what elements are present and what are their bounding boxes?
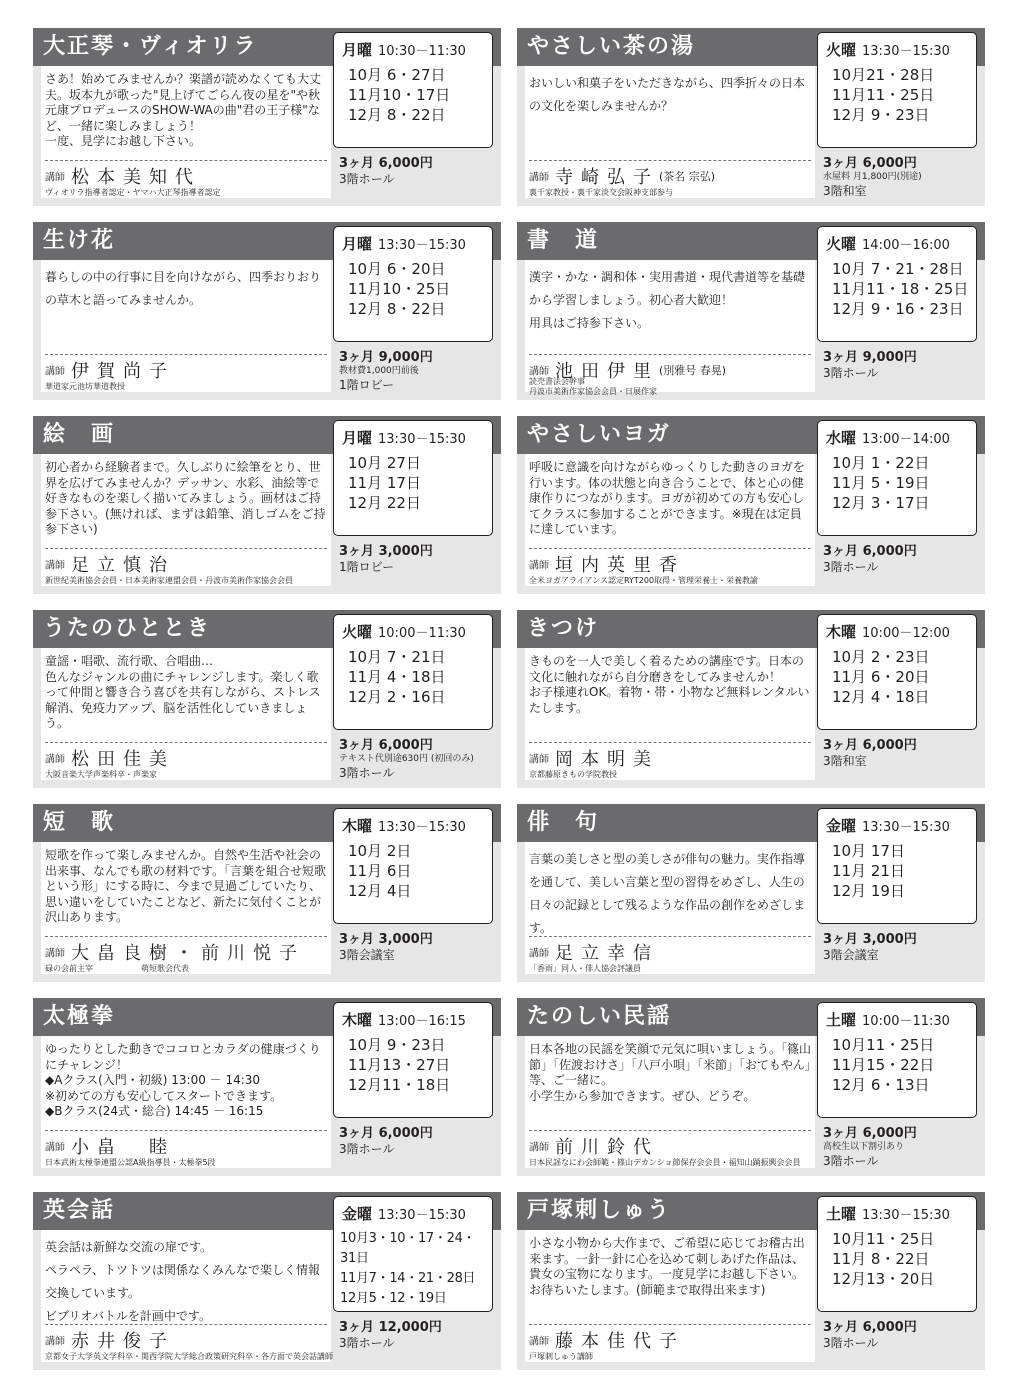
course-place: 3階会議室 bbox=[339, 948, 395, 962]
course-description: 漢字・かな・調和体・実用書道・現代書道等を基礎から学習しましょう。初心者大歓迎！ 用具はご持参下さい。 bbox=[529, 270, 806, 330]
course-title: 戸塚刺しゅう bbox=[527, 1198, 672, 1223]
course-day: 月曜 bbox=[342, 235, 373, 253]
course-place: 3階ホール bbox=[339, 172, 395, 186]
course-day: 土曜 bbox=[826, 1205, 857, 1223]
course-description: きものを一人で美しく着るための講座です。日本の文化に触れながら自分磨きをしてみませんか！ お子様連れOK。着物・帯・小物など無料レンタルいたします。 bbox=[529, 654, 810, 715]
course-day: 水曜 bbox=[826, 429, 857, 447]
course-card bbox=[517, 28, 985, 206]
course-place: 3階ホール bbox=[339, 1336, 395, 1350]
fee-block bbox=[339, 928, 499, 963]
schedule-box bbox=[333, 614, 493, 730]
lecturer-name: 松田佳美 bbox=[71, 749, 175, 770]
lecturer-line bbox=[45, 939, 305, 965]
lecturer-note: (茶名 宗弘) bbox=[659, 170, 716, 183]
lecturer-line bbox=[45, 745, 175, 771]
course-title: 生け花 bbox=[43, 228, 116, 253]
lecturer-credit: 京都女子大学英文学科卒・関西学院大学総合政策研究科卒・各方面で英会話講師 bbox=[45, 1352, 333, 1361]
lecturer-name: 足立幸信 bbox=[555, 943, 659, 964]
course-day: 木曜 bbox=[826, 623, 857, 641]
course-fee: 3ヶ月 6,000円 bbox=[823, 1126, 917, 1141]
course-dates: 10月 7・21日 11月 4・18日 12月 2・16日 bbox=[348, 648, 446, 706]
schedule-box bbox=[333, 32, 493, 148]
course-description: ゆったりとした動きでココロとカラダの健康づくりにチャレンジ！ ◆Aクラス(入門・初級) 13:00 － 14:30 ※初めての方も安心してスタートできます。 ◆Bクラス(24式・総合) 14:45 － 16:15 bbox=[45, 1042, 321, 1118]
schedule-box bbox=[817, 1002, 977, 1118]
course-fee: 3ヶ月 6,000円 bbox=[823, 1320, 917, 1335]
course-dates: 10月 17日 11月 21日 12月 19日 bbox=[832, 842, 905, 900]
course-title: 短 歌 bbox=[43, 810, 116, 835]
course-time: 13:30－15:30 bbox=[862, 820, 950, 835]
lecturer-prefix: 講師 bbox=[529, 172, 549, 184]
schedule-head bbox=[342, 39, 466, 60]
lecturer-block bbox=[529, 1130, 811, 1167]
lecturer-credit: 全米ヨガアライアンス認定RYT200取得・管理栄養士・栄養教諭 bbox=[529, 576, 759, 585]
course-day: 金曜 bbox=[342, 1205, 373, 1223]
course-time: 13:30－15:30 bbox=[378, 432, 466, 447]
fee-block bbox=[339, 734, 499, 781]
course-time: 13:30－15:30 bbox=[862, 44, 950, 59]
course-dates: 10月11・25日 11月15・22日 12月 6・13日 bbox=[832, 1036, 935, 1094]
course-dates: 10月 9・23日 11月13・27日 12月11・18日 bbox=[348, 1036, 451, 1094]
fee-block bbox=[823, 1122, 983, 1169]
lecturer-credit: 新世紀美術協会会員・日本美術家連盟会員・丹波市美術作家協会会員 bbox=[45, 576, 293, 585]
schedule-box bbox=[817, 32, 977, 148]
lecturer-line bbox=[45, 163, 201, 189]
course-fee: 3ヶ月 9,000円 bbox=[823, 350, 917, 365]
course-place: 3階ホール bbox=[823, 1336, 879, 1350]
schedule-head bbox=[826, 427, 950, 448]
course-title: やさしい茶の湯 bbox=[527, 34, 696, 59]
course-card bbox=[517, 416, 985, 594]
course-description: 初心者から経験者まで。久しぶりに絵筆をとり、世界を広げてみませんか？デッサン、水彩、油絵等で好きなものを楽しく描いてみましょう。画材はご持参下さい。(無ければ、まずは鉛筆、消しゴムをご持参下さい) bbox=[45, 460, 326, 536]
course-dates: 10月 27日 11月 17日 12月 22日 bbox=[348, 454, 421, 512]
schedule-box bbox=[333, 1002, 493, 1118]
course-place: 3階ホール bbox=[339, 766, 395, 780]
schedule-box bbox=[817, 808, 977, 924]
course-place: 3階会議室 bbox=[823, 948, 879, 962]
lecturer-block bbox=[45, 1130, 327, 1167]
course-fee: 3ヶ月 12,000円 bbox=[339, 1320, 442, 1335]
fee-block bbox=[339, 346, 499, 393]
course-description: 英会話は新鮮な交流の扉です。 ペラペラ、トツトツは関係なくみんなで楽しく情報交換しています。 ビブリオバトルを計画中です。 bbox=[45, 1240, 321, 1322]
schedule-box bbox=[333, 808, 493, 924]
lecturer-name: 大畠良樹・前川悦子 bbox=[71, 943, 305, 964]
schedule-head bbox=[826, 815, 950, 836]
course-card bbox=[33, 804, 501, 982]
lecturer-prefix: 講師 bbox=[529, 1336, 549, 1348]
course-time: 13:30－15:30 bbox=[378, 1208, 466, 1223]
lecturer-name: 足立慎治 bbox=[71, 555, 175, 576]
course-card bbox=[33, 1192, 501, 1370]
lecturer-line bbox=[45, 551, 175, 577]
fee-block bbox=[339, 1122, 499, 1157]
lecturer-block bbox=[45, 160, 327, 197]
schedule-head bbox=[826, 39, 950, 60]
course-card bbox=[33, 998, 501, 1176]
course-title: 英会話 bbox=[43, 1198, 116, 1223]
course-day: 土曜 bbox=[826, 1011, 857, 1029]
fee-block bbox=[823, 540, 983, 575]
lecturer-name: 伊賀尚子 bbox=[71, 361, 175, 382]
course-day: 月曜 bbox=[342, 41, 373, 59]
course-description: おいしい和菓子をいただきながら、四季折々の日本の文化を楽しみませんか？ bbox=[529, 76, 806, 113]
schedule-head bbox=[826, 1203, 950, 1224]
lecturer-line bbox=[529, 939, 659, 965]
course-card bbox=[517, 1192, 985, 1370]
lecturer-line bbox=[529, 745, 659, 771]
course-place: 1階ロビー bbox=[339, 560, 395, 574]
course-title: 絵 画 bbox=[43, 422, 116, 447]
course-time: 10:00－12:00 bbox=[862, 626, 950, 641]
course-card bbox=[33, 28, 501, 206]
lecturer-block bbox=[45, 1324, 333, 1361]
lecturer-prefix: 講師 bbox=[45, 366, 65, 378]
lecturer-block bbox=[529, 160, 811, 197]
lecturer-name: 藤本佳代子 bbox=[555, 1331, 685, 1352]
course-time: 13:30－15:30 bbox=[378, 238, 466, 253]
course-card bbox=[33, 222, 501, 400]
schedule-head bbox=[342, 233, 466, 254]
lecturer-line bbox=[45, 1133, 175, 1159]
lecturer-line bbox=[529, 1133, 659, 1159]
lecturer-credit: 「香雨」同人・俳人協会評議員 bbox=[529, 964, 641, 973]
course-time: 10:30－11:30 bbox=[378, 44, 466, 59]
course-time: 13:30－15:30 bbox=[378, 820, 466, 835]
fee-block bbox=[339, 540, 499, 575]
course-card bbox=[517, 804, 985, 982]
lecturer-credit: 戸塚刺しゅう講師 bbox=[529, 1352, 593, 1361]
course-day: 金曜 bbox=[826, 817, 857, 835]
course-time: 10:00－11:30 bbox=[862, 1014, 950, 1029]
course-day: 月曜 bbox=[342, 429, 373, 447]
lecturer-prefix: 講師 bbox=[529, 366, 549, 378]
course-fee: 3ヶ月 6,000円 bbox=[339, 1126, 433, 1141]
lecturer-prefix: 講師 bbox=[45, 172, 65, 184]
fee-block bbox=[823, 928, 983, 963]
schedule-head bbox=[342, 621, 466, 642]
lecturer-name: 寺崎弘子 bbox=[555, 167, 659, 188]
course-card bbox=[33, 610, 501, 788]
course-place: 3階ホール bbox=[339, 1142, 395, 1156]
course-dates: 10月21・28日 11月11・25日 12月 9・23日 bbox=[832, 66, 935, 124]
schedule-box bbox=[333, 1196, 493, 1312]
course-dates: 10月 6・20日 11月10・25日 12月 8・22日 bbox=[348, 260, 451, 318]
course-title: 大正琴・ヴィオリラ bbox=[43, 34, 258, 59]
course-title: きつけ bbox=[527, 616, 600, 641]
fee-block bbox=[823, 346, 983, 381]
course-card bbox=[517, 610, 985, 788]
schedule-head bbox=[826, 621, 950, 642]
course-time: 10:00－11:30 bbox=[378, 626, 466, 641]
course-fee: 3ヶ月 6,000円 bbox=[339, 738, 433, 753]
course-fee: 3ヶ月 6,000円 bbox=[823, 156, 917, 171]
schedule-head bbox=[342, 1203, 466, 1224]
schedule-box bbox=[817, 420, 977, 536]
course-place: 3階和室 bbox=[823, 184, 867, 198]
lecturer-line bbox=[529, 1327, 685, 1353]
course-place: 3階ホール bbox=[823, 366, 879, 380]
course-card bbox=[517, 998, 985, 1176]
lecturer-name: 赤井俊子 bbox=[71, 1331, 175, 1352]
lecturer-prefix: 講師 bbox=[529, 1142, 549, 1154]
fee-block bbox=[339, 152, 499, 187]
course-day: 火曜 bbox=[342, 623, 373, 641]
course-description: 童謡・唱歌、流行歌、合唱曲… 色んなジャンルの曲にチャレンジします。楽しく歌って仲間と響き合う喜びを共有しながら、ストレス解消、免疫力アップ、脳を活性化していきましょう。 bbox=[45, 654, 321, 730]
course-time: 14:00－16:00 bbox=[862, 238, 950, 253]
lecturer-credit: 日本武術太極拳連盟公認A級指導員・太極拳5段 bbox=[45, 1158, 216, 1167]
course-fee: 3ヶ月 9,000円 bbox=[339, 350, 433, 365]
course-time: 13:00－16:15 bbox=[378, 1014, 466, 1029]
course-fee-note: テキスト代別途630円 (初回のみ) bbox=[339, 754, 474, 764]
course-description: 日本各地の民謡を笑顔で元気に唄いましょう。「篠山節」「佐渡おけさ」「八戸小唄」「米節」「おてもやん」等、ご一緒に。 小学生から参加できます。ぜひ、どうぞ。 bbox=[529, 1042, 811, 1103]
course-title: 書 道 bbox=[527, 228, 600, 253]
schedule-head bbox=[826, 1009, 950, 1030]
course-fee: 3ヶ月 6,000円 bbox=[823, 544, 917, 559]
course-place: 3階ホール bbox=[823, 560, 879, 574]
lecturer-block bbox=[45, 548, 327, 585]
lecturer-block bbox=[45, 354, 327, 391]
course-card bbox=[517, 222, 985, 400]
course-fee: 3ヶ月 6,000円 bbox=[823, 738, 917, 753]
lecturer-name: 小畠 睦 bbox=[71, 1137, 175, 1158]
course-description: 言葉の美しさと型の美しさが俳句の魅力。実作指導を通して、美しい言葉と型の習得をめざし、人生の日々の記録として残るような作品の創作をめざします。 bbox=[529, 852, 806, 934]
lecturer-prefix: 講師 bbox=[45, 948, 65, 960]
lecturer-line bbox=[529, 551, 685, 577]
lecturer-block bbox=[529, 742, 811, 779]
lecturer-credit: ヴィオリラ指導者認定・ヤマハ大正琴指導者認定 bbox=[45, 188, 221, 197]
course-time: 13:00－14:00 bbox=[862, 432, 950, 447]
lecturer-block bbox=[529, 548, 811, 585]
course-dates: 10月 1・22日 11月 5・19日 12月 3・17日 bbox=[832, 454, 930, 512]
course-fee: 3ヶ月 6,000円 bbox=[339, 156, 433, 171]
course-dates: 10月11・25日 11月 8・22日 12月13・20日 bbox=[832, 1230, 935, 1288]
schedule-box bbox=[817, 614, 977, 730]
course-dates: 10月 2・23日 11月 6・20日 12月 4・18日 bbox=[832, 648, 930, 706]
course-place: 3階ホール bbox=[823, 1154, 879, 1168]
fee-block bbox=[823, 734, 983, 769]
lecturer-line bbox=[45, 357, 175, 383]
lecturer-prefix: 講師 bbox=[45, 1336, 65, 1348]
lecturer-block bbox=[529, 354, 811, 396]
lecturer-credit: 大阪音楽大学声楽科卒・声楽家 bbox=[45, 770, 157, 779]
course-fee-note: 水屋料 月1,800円(別途) bbox=[823, 172, 922, 182]
fee-block bbox=[823, 1316, 983, 1351]
course-dates: 10月 6・27日 11月10・17日 12月 8・22日 bbox=[348, 66, 451, 124]
lecturer-note: (別雅号 春晃) bbox=[659, 364, 727, 377]
lecturer-block bbox=[45, 936, 327, 973]
lecturer-name: 前川鈴代 bbox=[555, 1137, 659, 1158]
course-card bbox=[33, 416, 501, 594]
course-title: 俳 句 bbox=[527, 810, 600, 835]
lecturer-line bbox=[529, 163, 715, 189]
course-fee-note: 高校生以下割引あり bbox=[823, 1142, 905, 1152]
course-day: 木曜 bbox=[342, 817, 373, 835]
course-fee: 3ヶ月 3,000円 bbox=[823, 932, 917, 947]
course-fee: 3ヶ月 3,000円 bbox=[339, 932, 433, 947]
lecturer-name: 松本美知代 bbox=[71, 167, 201, 188]
lecturer-credit: 読売書法会幹事 丹波市美術作家協会会員・日展作家 bbox=[529, 377, 657, 396]
lecturer-block bbox=[45, 742, 327, 779]
course-fee-note: 教材費1,000円前後 bbox=[339, 366, 419, 376]
fee-block bbox=[339, 1316, 499, 1351]
schedule-head bbox=[342, 1009, 466, 1030]
lecturer-name: 垣内英里香 bbox=[555, 555, 685, 576]
lecturer-name: 岡本明美 bbox=[555, 749, 659, 770]
lecturer-prefix: 講師 bbox=[529, 560, 549, 572]
schedule-box bbox=[333, 420, 493, 536]
course-dates: 10月 2日 11月 6日 12月 4日 bbox=[348, 842, 412, 900]
lecturer-prefix: 講師 bbox=[45, 1142, 65, 1154]
lecturer-block bbox=[529, 936, 811, 973]
course-description: さあ！始めてみませんか？楽譜が読めなくても大丈夫。坂本九が歌った"見上げてごらん夜の星を"や秋元康プロデュースのSHOW-WAの曲"君の王子様"など、一緒に楽しみましょう！ 一度、見学にお越し下さい。 bbox=[45, 72, 322, 148]
course-title: 太極拳 bbox=[43, 1004, 116, 1029]
course-day: 火曜 bbox=[826, 41, 857, 59]
course-title: たのしい民謡 bbox=[527, 1004, 672, 1029]
course-dates: 10月 7・21・28日 11月11・18・25日 12月 9・16・23日 bbox=[832, 260, 969, 318]
lecturer-credit: 日本民謡なにわ会師範・篠山デカンショ節保存会会員・福知山踊振興会会員 bbox=[529, 1158, 801, 1167]
lecturer-credit: 碌の会前主宰 萌短歌会代表 bbox=[45, 964, 189, 973]
lecturer-prefix: 講師 bbox=[529, 948, 549, 960]
schedule-box bbox=[817, 226, 977, 342]
lecturer-prefix: 講師 bbox=[45, 560, 65, 572]
course-time: 13:30－15:30 bbox=[862, 1208, 950, 1223]
course-description: 小さな小物から大作まで、ご希望に応じてお稽古出来ます。一針一針に心を込めて刺しあげた作品は、貴女の宝物になります。一度見学にお越し下さい。お待ちいたします。(師範まで取得出来ます) bbox=[529, 1236, 805, 1297]
course-title: やさしいヨガ bbox=[527, 422, 672, 447]
course-dates: 10月3・10・17・24・31日 11月7・14・21・28日 12月5・12・19日 bbox=[340, 1231, 476, 1306]
fee-block bbox=[823, 152, 983, 199]
course-fee: 3ヶ月 3,000円 bbox=[339, 544, 433, 559]
schedule-box bbox=[817, 1196, 977, 1312]
course-title: うたのひととき bbox=[43, 616, 212, 641]
schedule-head bbox=[342, 427, 466, 448]
lecturer-credit: 裏千家教授・裏千家淡交会阪神支部参与 bbox=[529, 188, 673, 197]
lecturer-credit: 京都藤原きもの学院教授 bbox=[529, 770, 617, 779]
lecturer-prefix: 講師 bbox=[529, 754, 549, 766]
course-description: 暮らしの中の行事に目を向けながら、四季おりおりの草木と語ってみませんか。 bbox=[45, 270, 322, 307]
schedule-head bbox=[342, 815, 466, 836]
course-description: 短歌を作って楽しみませんか。自然や生活や社会の出来事、なんでも歌の材料です。「言葉を組合せ短歌という形」にする時に、今まで見過ごしていたり、思い違いをしていたことなど、新たに気付くことが沢山あります。 bbox=[45, 848, 327, 924]
course-day: 火曜 bbox=[826, 235, 857, 253]
lecturer-credit: 華道家元池坊華道教授 bbox=[45, 382, 125, 391]
course-place: 1階ロビー bbox=[339, 378, 395, 392]
lecturer-block bbox=[529, 1324, 811, 1361]
lecturer-prefix: 講師 bbox=[45, 754, 65, 766]
schedule-box bbox=[333, 226, 493, 342]
schedule-head bbox=[826, 233, 950, 254]
course-place: 3階和室 bbox=[823, 754, 867, 768]
lecturer-name: 池田伊里 bbox=[555, 361, 659, 382]
course-description: 呼吸に意識を向けながらゆっくりした動きのヨガを行います。体の状態と向き合うことで、体と心の健康作りにつながります。ヨガが初めての方も安心してクラスに参加することができます。※現在は定員に達しています。 bbox=[529, 460, 805, 536]
course-day: 木曜 bbox=[342, 1011, 373, 1029]
lecturer-line bbox=[45, 1327, 175, 1353]
